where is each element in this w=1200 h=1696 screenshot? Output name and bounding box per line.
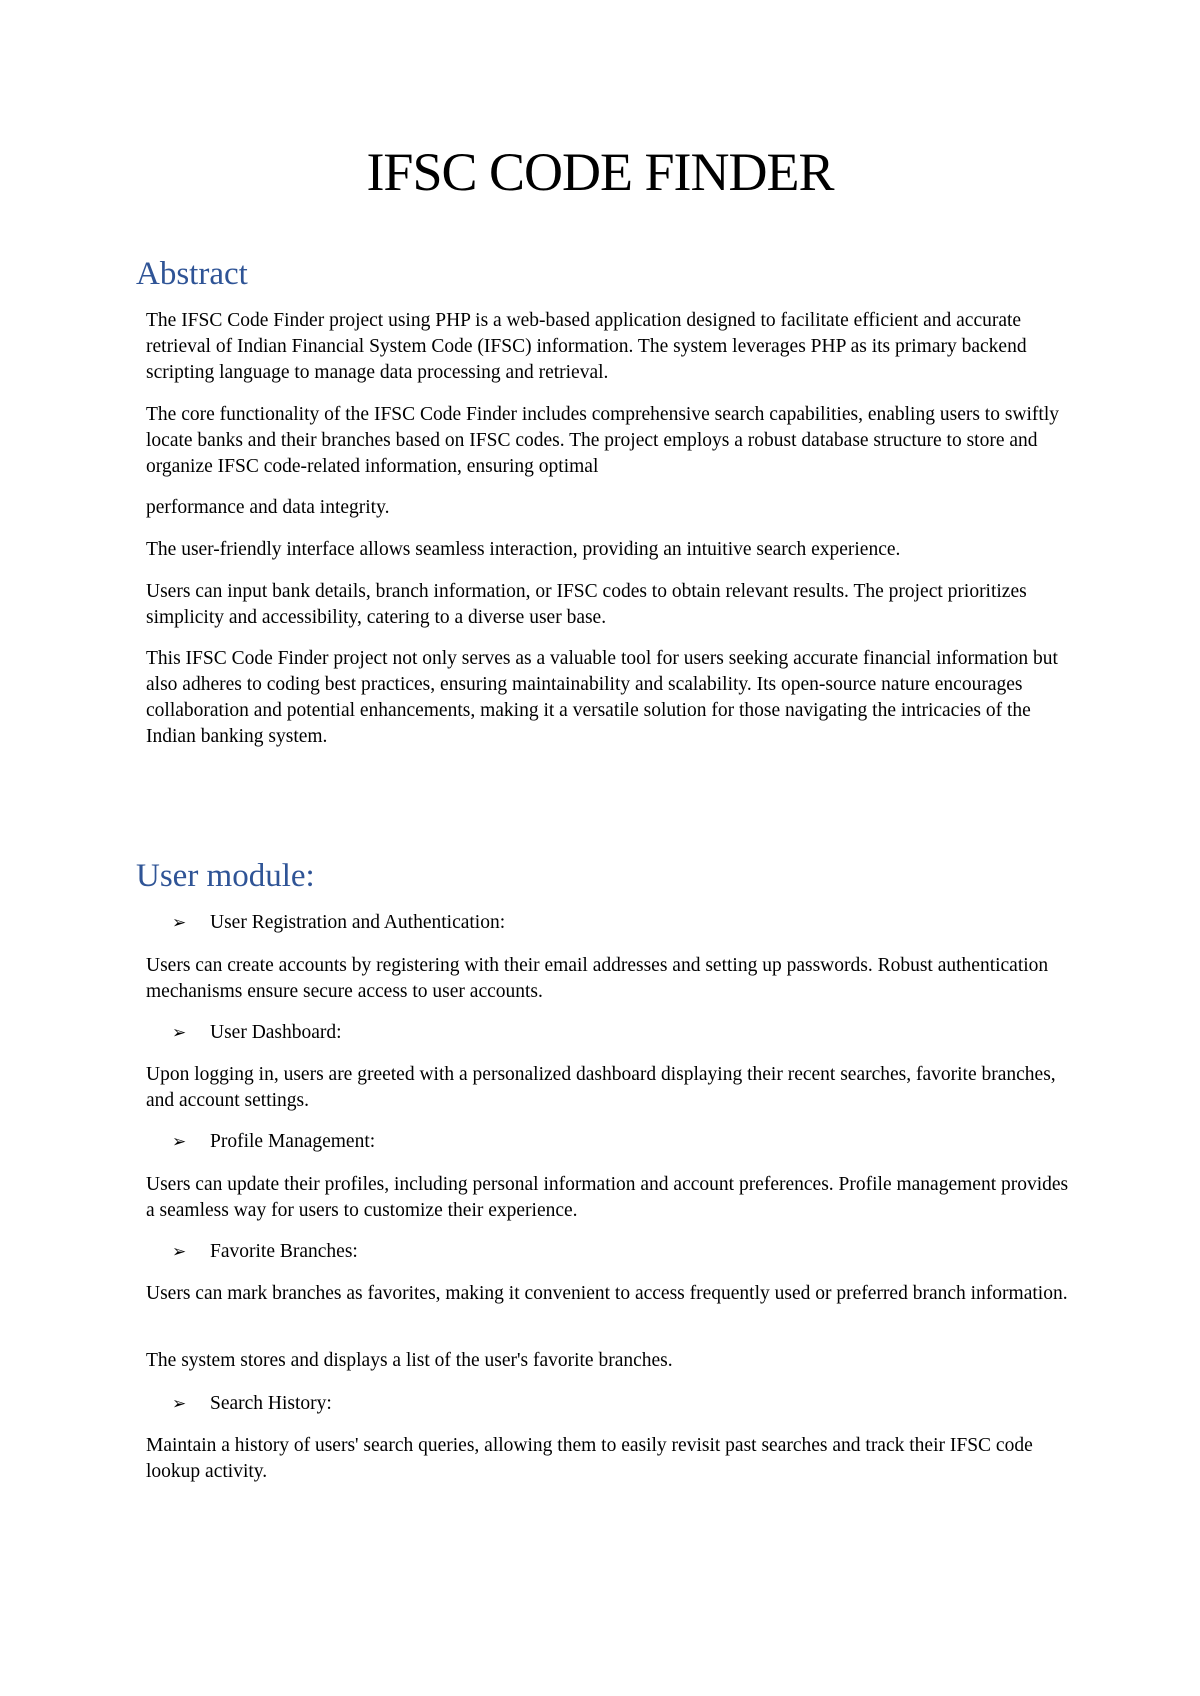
abstract-paragraph-5: [146, 579, 1081, 631]
list-item-dashboard: [172, 1020, 342, 1046]
body-text: Upon logging in, users are greeted with a personalized dashboard displaying their recent searches, favorite branches, and account settings.: [146, 1064, 1056, 1111]
registration-paragraph: [146, 953, 1081, 1005]
arrowhead-bullet-icon: ➢: [172, 1242, 187, 1262]
list-item-label: User Registration and Authentication:: [210, 912, 506, 933]
list-item-label: Favorite Branches:: [210, 1241, 358, 1262]
body-text: Users can mark branches as favorites, making it convenient to access frequently used or preferred branch information.: [146, 1283, 1068, 1304]
body-text: Users can create accounts by registering with their email addresses and setting up passwords. Robust authentication mechanisms ensure secure access to user accounts.: [146, 955, 1049, 1002]
abstract-paragraph-6: [146, 646, 1081, 750]
arrowhead-bullet-icon: ➢: [172, 1023, 187, 1043]
abstract-heading: Abstract: [136, 256, 248, 292]
favorites-paragraph-2: [146, 1348, 1081, 1374]
body-text: Users can update their profiles, including personal information and account preferences. Profile management provides a seamless way for users to customize their experience.: [146, 1174, 1069, 1221]
dashboard-paragraph: [146, 1062, 1081, 1114]
list-item-favorites: [172, 1239, 358, 1265]
arrowhead-bullet-icon: ➢: [172, 1132, 187, 1152]
list-item-profile: [172, 1129, 375, 1155]
user-module-heading: User module:: [136, 858, 315, 894]
abstract-text: This IFSC Code Finder project not only serves as a valuable tool for users seeking accurate financial information but also adheres to coding best practices, ensuring maintainability and scalability. Its open-source nature encourages collaboration and potential enhancements, making it a versatile solution for those navigating the intricacies of the Indian banking system.: [146, 648, 1058, 747]
abstract-text: The core functionality of the IFSC Code Finder includes comprehensive search capabilities, enabling users to swiftly locate banks and their branches based on IFSC codes. The project employs a robust database structure to store and organize IFSC code-related information, ensuring optimal: [146, 404, 1060, 477]
abstract-paragraph-1: [146, 308, 1081, 386]
page-title: IFSC CODE FINDER: [366, 142, 834, 202]
abstract-text: Users can input bank details, branch information, or IFSC codes to obtain relevant results. The project prioritizes simplicity and accessibility, catering to a diverse user base.: [146, 581, 1027, 628]
abstract-paragraph-3: [146, 495, 1081, 521]
abstract-paragraph-4: [146, 537, 1081, 563]
profile-paragraph: [146, 1172, 1081, 1224]
abstract-paragraph-2: [146, 402, 1081, 480]
abstract-text: The IFSC Code Finder project using PHP is a web-based application designed to facilitate efficient and accurate retrieval of Indian Financial System Code (IFSC) information. The system leverages PHP as its primary backend scripting language to manage data processing and retrieval.: [146, 310, 1027, 383]
body-text: The system stores and displays a list of the user's favorite branches.: [146, 1350, 673, 1371]
abstract-text: performance and data integrity.: [146, 497, 390, 518]
abstract-text: The user-friendly interface allows seamless interaction, providing an intuitive search experience.: [146, 539, 901, 560]
arrowhead-bullet-icon: ➢: [172, 1394, 187, 1414]
list-item-search-history: [172, 1391, 332, 1417]
body-text: Maintain a history of users' search queries, allowing them to easily revisit past searches and track their IFSC code lookup activity.: [146, 1435, 1033, 1482]
favorites-paragraph-1: [146, 1281, 1081, 1307]
arrowhead-bullet-icon: ➢: [172, 913, 187, 933]
list-item-label: Profile Management:: [210, 1131, 376, 1152]
list-item-label: User Dashboard:: [210, 1022, 342, 1043]
list-item-label: Search History:: [210, 1393, 332, 1414]
list-item-registration: [172, 910, 505, 936]
search-history-paragraph: [146, 1433, 1081, 1485]
